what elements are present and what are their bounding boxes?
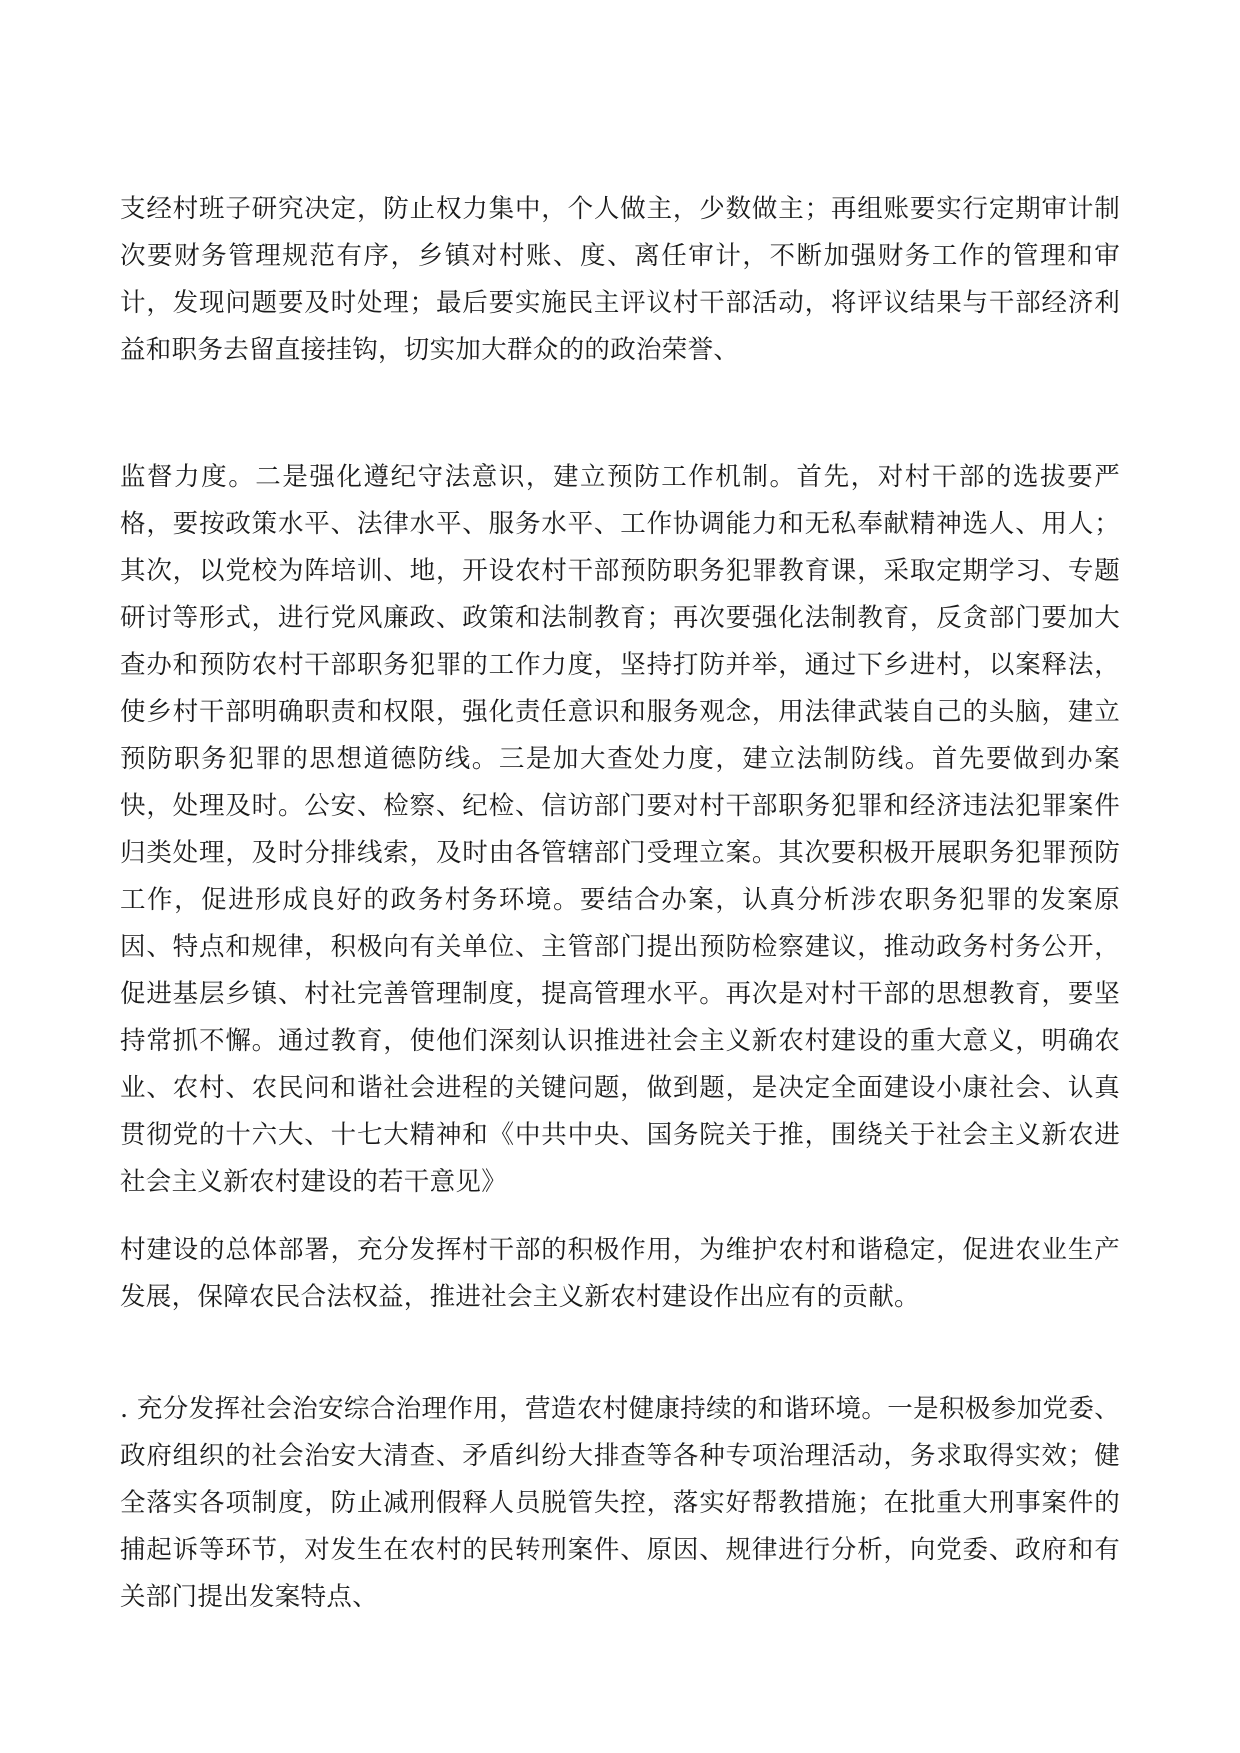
paragraph-1: 支经村班子研究决定，防止权力集中，个人做主，少数做主；再组账要实行定期审计制次要财务管理规范有序，乡镇对村账、度、离任审计，不断加强财务工作的管理和审计，发现问题要及时处理；最后要实施民主评议村干部活动，将评议结果与干部经济利益和职务去留直接挂钩，切实加大群众的的政治荣誉、 <box>120 194 1120 365</box>
paragraph-4: . 充分发挥社会治安综合治理作用，营造农村健康持续的和谐环境。一是积极参加党委、政府组织的社会治安大清查、矛盾纠纷大排查等各种专项治理活动，务求取得实效；健全落实各项制度，防止减刑假释人员脱管失控，落实好帮教措施；在批重大刑事案件的捕起诉等环节，对发生在农村的民转刑案件、原因、规律进行分析，向党委、政府和有关部门提出发案特点、 <box>120 1394 1120 1612</box>
paragraph-3: 村建设的总体部署，充分发挥村干部的积极作用，为维护农村和谐稳定，促进农业生产发展，保障农民合法权益，推进社会主义新农村建设作出应有的贡献。 <box>120 1235 1120 1312</box>
paragraph-2: 监督力度。二是强化遵纪守法意识，建立预防工作机制。首先，对村干部的选拔要严格，要按政策水平、法律水平、服务水平、工作协调能力和无私奉献精神选人、用人；其次，以党校为阵培训、地，开设农村干部预防职务犯罪教育课，采取定期学习、专题研讨等形式，进行党风廉政、政策和法制教育；再次要强化法制教育，反贪部门要加大查办和预防农村干部职务犯罪的工作力度，坚持打防并举，通过下乡进村，以案释法，使乡村干部明确职责和权限，强化责任意识和服务观念，用法律武装自己的头脑，建立预防职务犯罪的思想道德防线。三是加大查处力度，建立法制防线。首先要做到办案快，处理及时。公安、检察、纪检、信访部门要对村干部职务犯罪和经济违法犯罪案件归类处理，及时分排线索，及时由各管辖部门受理立案。其次要积极开展职务犯罪预防工作，促进形成良好的政务村务环境。要结合办案，认真分析涉农职务犯罪的发案原因、特点和规律，积极向有关单位、主管部门提出预防检察建议，推动政务村务公开，促进基层乡镇、村社完善管理制度，提高管理水平。再次是对村干部的思想教育，要坚持常抓不懈。通过教育，使他们深刻认识推进社会主义新农村建设的重大意义，明确农业、农村、农民问和谐社会进程的关键问题，做到题，是决定全面建设小康社会、认真贯彻党的十六大、十七大精神和《中共中央、国务院关于推，围绕关于社会主义新农进社会主义新农村建设的若干意见》 <box>120 462 1120 1197</box>
